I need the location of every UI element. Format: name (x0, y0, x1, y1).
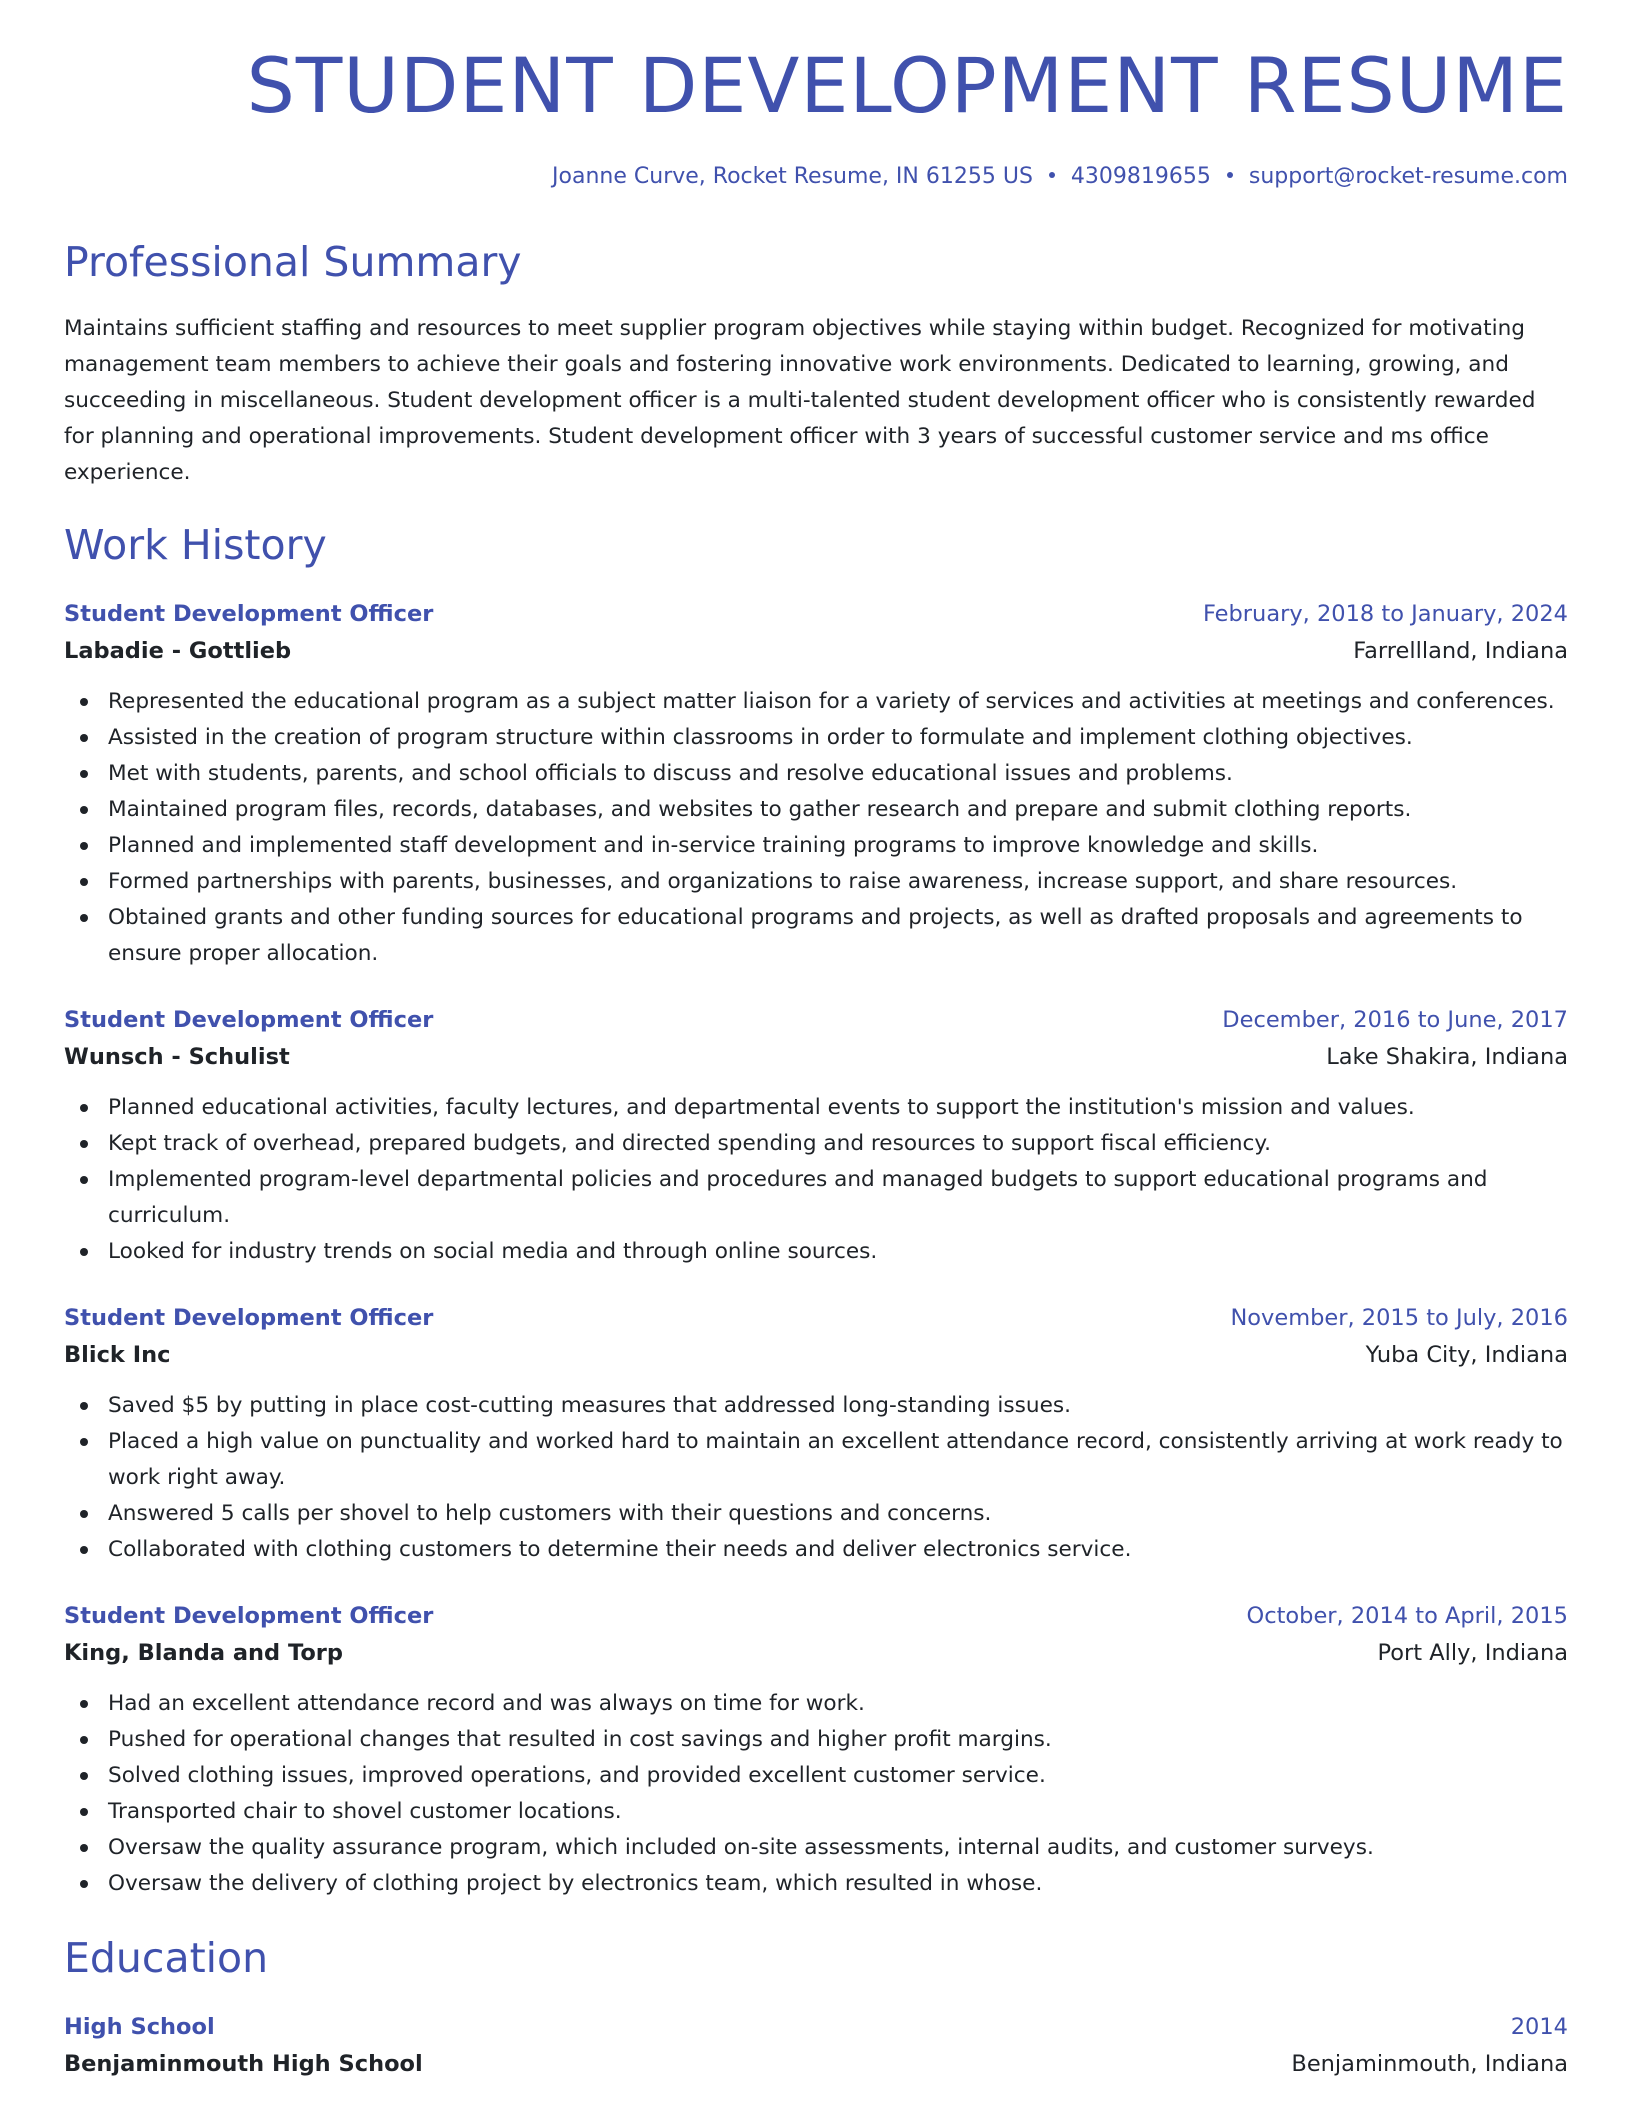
list-item: Placed a high value on punctuality and worked hard to maintain an excellent attendance record, consistently arriving at work ready to work right away. (64, 1424, 1568, 1496)
contact-email[interactable]: support@rocket-resume.com (1248, 164, 1568, 189)
contact-address: Joanne Curve, Rocket Resume, IN 61255 US (552, 164, 1033, 189)
list-item: Maintained program files, records, databases, and websites to gather research and prepare and submit clothing reports. (64, 792, 1568, 828)
education-subheader (64, 2045, 1568, 2083)
job-location: Port Ally, Indiana (1377, 1640, 1568, 1666)
education-year: 2014 (1510, 2014, 1568, 2040)
list-item: Kept track of overhead, prepared budgets, and directed spending and resources to support fiscal efficiency. (64, 1126, 1568, 1162)
job-header (64, 1598, 1568, 1634)
job-company: Blick Inc (64, 1342, 171, 1368)
job-entry (64, 1598, 1568, 1902)
work-history-heading: Work History (64, 521, 327, 569)
job-bullets (64, 1686, 1568, 1902)
list-item: Oversaw the quality assurance program, which included on-site assessments, internal audits, and customer surveys. (64, 1830, 1568, 1866)
job-dates: October, 2014 to April, 2015 (1246, 1603, 1568, 1629)
list-item: Implemented program-level departmental policies and procedures and managed budgets to support educational programs and curriculum. (64, 1162, 1568, 1234)
job-subheader (64, 1038, 1568, 1076)
list-item: Pushed for operational changes that resulted in cost savings and higher profit margins. (64, 1722, 1568, 1758)
list-item: Solved clothing issues, improved operations, and provided excellent customer service. (64, 1758, 1568, 1794)
job-company: Wunsch - Schulist (64, 1044, 290, 1070)
resume-title: STUDENT DEVELOPMENT RESUME (246, 41, 1568, 130)
job-dates: November, 2015 to July, 2016 (1230, 1305, 1568, 1331)
job-title: Student Development Officer (64, 1603, 434, 1629)
list-item: Transported chair to shovel customer locations. (64, 1794, 1568, 1830)
job-entry (64, 596, 1568, 972)
job-header (64, 1300, 1568, 1336)
list-item: Obtained grants and other funding sources for educational programs and projects, as well as drafted proposals and agreements to ensure proper allocation. (64, 900, 1568, 972)
job-subheader (64, 1634, 1568, 1672)
education-degree: High School (64, 2014, 215, 2040)
job-header (64, 1002, 1568, 1038)
list-item: Assisted in the creation of program structure within classrooms in order to formulate and implement clothing objectives. (64, 720, 1568, 756)
list-item: Oversaw the delivery of clothing project by electronics team, which resulted in whose. (64, 1866, 1568, 1902)
job-subheader (64, 1336, 1568, 1374)
education-entry (64, 2009, 1568, 2083)
education-location: Benjaminmouth, Indiana (1291, 2051, 1568, 2077)
job-company: King, Blanda and Torp (64, 1640, 343, 1666)
contact-phone[interactable]: 4309819655 (1070, 164, 1211, 189)
list-item: Met with students, parents, and school officials to discuss and resolve educational issues and problems. (64, 756, 1568, 792)
education-header (64, 2009, 1568, 2045)
contact-line (64, 166, 1568, 188)
job-subheader (64, 632, 1568, 670)
list-item: Collaborated with clothing customers to determine their needs and deliver electronics service. (64, 1532, 1568, 1568)
list-item: Planned educational activities, faculty lectures, and departmental events to support the institution's mission and values. (64, 1090, 1568, 1126)
job-bullets (64, 1388, 1568, 1568)
list-item: Answered 5 calls per shovel to help customers with their questions and concerns. (64, 1496, 1568, 1532)
education-school: Benjaminmouth High School (64, 2051, 423, 2077)
job-title: Student Development Officer (64, 1305, 434, 1331)
job-bullets (64, 684, 1568, 972)
job-title: Student Development Officer (64, 1007, 434, 1033)
job-company: Labadie - Gottlieb (64, 638, 292, 664)
summary-text: Maintains sufficient staffing and resources to meet supplier program objectives while staying within budget. Recognized for motivating management team members to achieve their goals and fostering innovative work environments. Dedicated to learning, growing, and succeeding in miscellaneous. Student development officer is a multi-talented student development officer who is consistently rewarded for planning and operational improvements. Student development officer with 3 years of successful customer service and ms office experience. (64, 316, 1536, 485)
job-header (64, 596, 1568, 632)
list-item: Had an excellent attendance record and was always on time for work. (64, 1686, 1568, 1722)
list-item: Saved $5 by putting in place cost-cutting measures that addressed long-standing issues. (64, 1388, 1568, 1424)
bullet-separator-icon (1227, 172, 1233, 178)
resume-page (64, 41, 1568, 2083)
job-location: Lake Shakira, Indiana (1326, 1044, 1568, 1070)
job-location: Farrellland, Indiana (1353, 638, 1568, 664)
job-title: Student Development Officer (64, 601, 434, 627)
job-dates: February, 2018 to January, 2024 (1202, 601, 1568, 627)
summary-heading: Professional Summary (64, 238, 522, 286)
job-entry (64, 1002, 1568, 1270)
job-bullets (64, 1090, 1568, 1270)
summary-section (64, 238, 1568, 491)
bullet-separator-icon (1049, 172, 1055, 178)
list-item: Represented the educational program as a subject matter liaison for a variety of services and activities at meetings and conferences. (64, 684, 1568, 720)
list-item: Planned and implemented staff development and in-service training programs to improve knowledge and skills. (64, 828, 1568, 864)
list-item: Formed partnerships with parents, businesses, and organizations to raise awareness, increase support, and share resources. (64, 864, 1568, 900)
job-entry (64, 1300, 1568, 1568)
list-item: Looked for industry trends on social media and through online sources. (64, 1234, 1568, 1270)
work-history-section (64, 521, 1568, 1902)
job-location: Yuba City, Indiana (1365, 1342, 1568, 1368)
education-heading: Education (64, 1934, 269, 1982)
education-section (64, 1934, 1568, 2083)
job-dates: December, 2016 to June, 2017 (1222, 1007, 1568, 1033)
